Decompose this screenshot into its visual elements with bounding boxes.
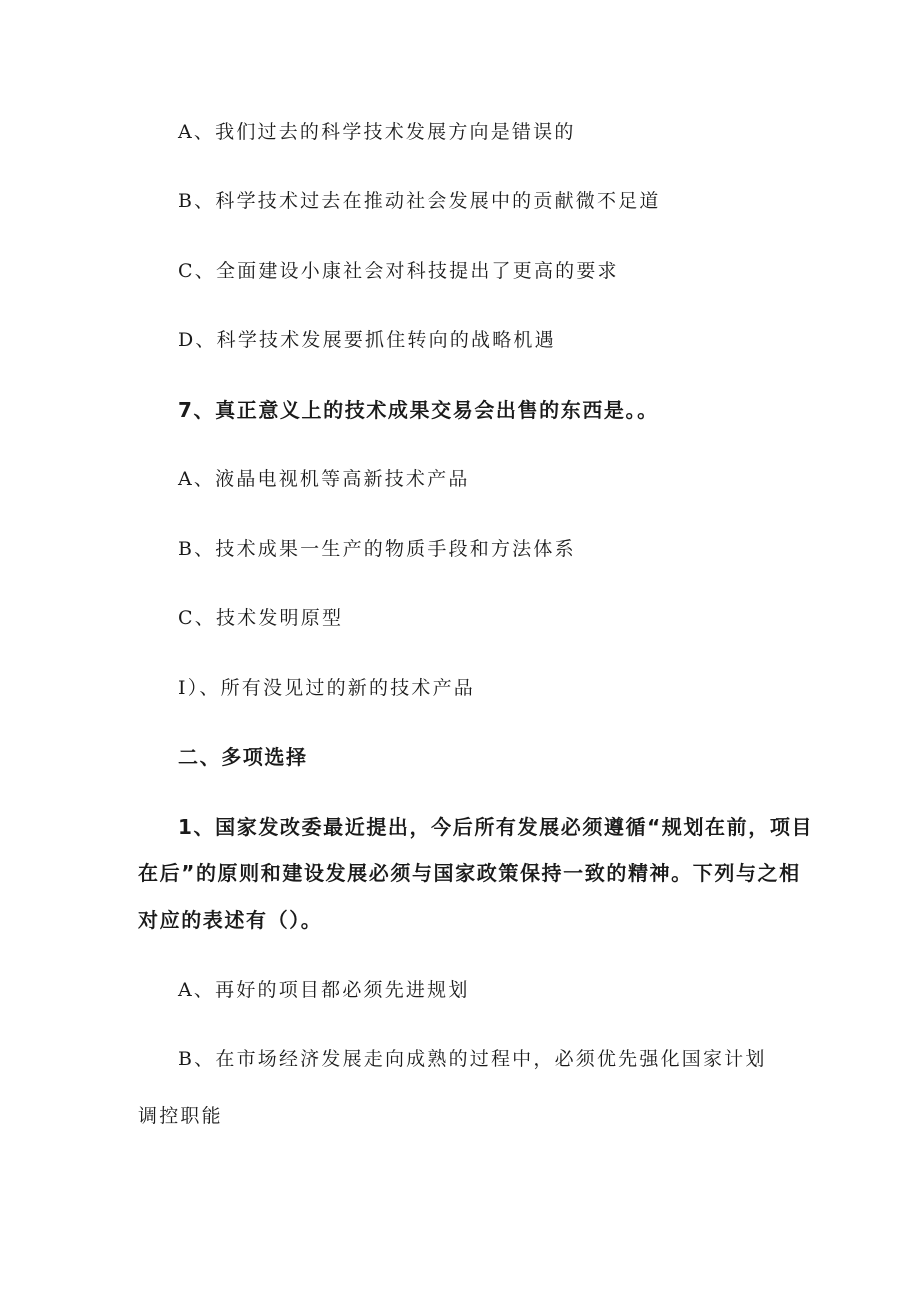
q6-option-c: C、全面建设小康社会对科技提出了更高的要求 [178, 260, 619, 282]
q7-option-a: A、液晶电视机等高新技术产品 [178, 468, 470, 490]
q6-option-a: A、我们过去的科学技术发展方向是错误的 [178, 121, 576, 143]
mq1-option-b-continuation: 调控职能 [138, 1105, 223, 1127]
mq1-stem-line-3: 对应的表述有（）。 [138, 908, 323, 932]
q7-stem: 7、真正意义上的技术成果交易会出售的东西是。。 [178, 398, 659, 422]
mq1-stem-line-2: 在后”的原则和建设发展必须与国家政策保持一致的精神。下列与之相 [138, 861, 801, 885]
q7-option-d: I）、所有没见过的新的技术产品 [178, 677, 476, 699]
mq1-option-b: B、在市场经济发展走向成熟的过程中，必须优先强化国家计划 [178, 1048, 767, 1070]
q7-option-c: C、技术发明原型 [178, 607, 344, 629]
section-title: 二、多项选择 [178, 745, 308, 769]
q6-option-b: B、科学技术过去在推动社会发展中的贡献微不足道 [178, 190, 661, 212]
q7-option-b: B、技术成果一生产的物质手段和方法体系 [178, 538, 576, 560]
mq1-stem-line-1: 1、国家发改委最近提出，今后所有发展必须遵循“规划在前，项目 [178, 815, 814, 839]
mq1-option-a: A、再好的项目都必须先进规划 [178, 979, 470, 1001]
q6-option-d: D、科学技术发展要抓住转向的战略机遇 [178, 329, 556, 351]
